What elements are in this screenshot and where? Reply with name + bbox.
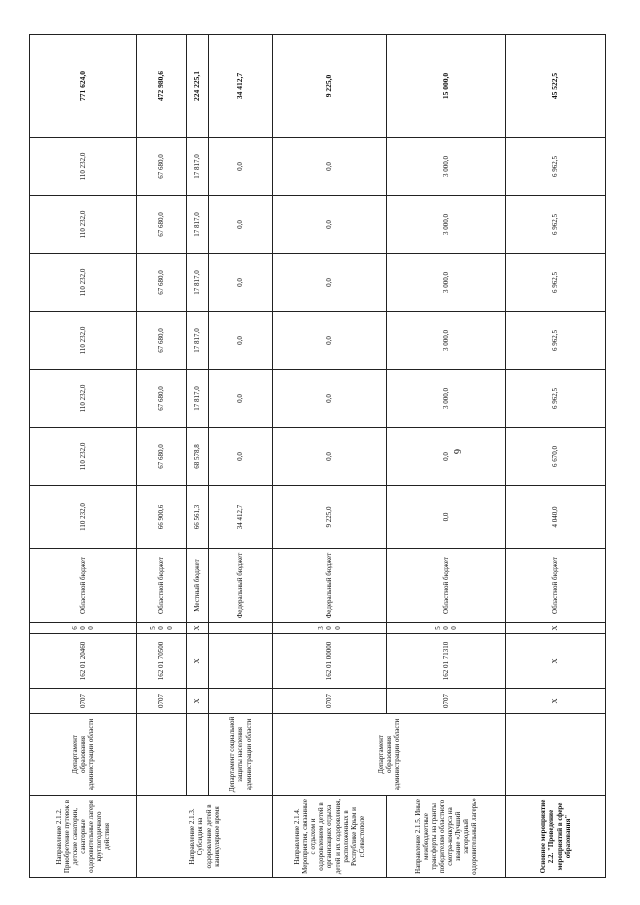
section-code-cell [209, 689, 273, 714]
value-cell: 0,0 [209, 254, 273, 312]
value-cell: 67 680,0 [137, 312, 187, 370]
value-cell: 67 680,0 [137, 196, 187, 254]
target-code-cell: 162 01 71310 [387, 634, 506, 689]
value-cell: 0,0 [209, 196, 273, 254]
value-cell: 0,0 [273, 312, 387, 370]
section-code-cell: Х [187, 689, 209, 714]
value-cell: 3 000,0 [387, 138, 506, 196]
value-cell: 67 680,0 [137, 138, 187, 196]
expense-type-cell: Х [187, 623, 209, 634]
value-cell: 17 817,0 [187, 312, 209, 370]
value-cell: 67 680,0 [137, 254, 187, 312]
executor-cell [137, 714, 187, 796]
rotated-page [29, 35, 605, 878]
value-cell: 110 232,0 [30, 428, 137, 486]
value-cell: 6 670,0 [506, 428, 606, 486]
executor-cell: Департамент образования администрации области [30, 714, 137, 796]
expense-type-cell: Х [506, 623, 606, 634]
value-cell: 110 232,0 [30, 196, 137, 254]
activity-name-cell: Основное мероприятие 2.2. "Проведение мероприятий в сфере образования" [506, 796, 606, 878]
value-cell: 0,0 [209, 138, 273, 196]
value-cell: 0,0 [209, 370, 273, 428]
value-cell: 0,0 [209, 428, 273, 486]
value-cell: 66 900,6 [137, 486, 187, 549]
budget-table [29, 34, 606, 878]
executor-cell: Департамент образования администрации области [273, 714, 506, 796]
value-cell: 6 962,5 [506, 196, 606, 254]
value-cell: 17 817,0 [187, 254, 209, 312]
table-row [30, 35, 137, 878]
target-code-cell: 162 01 20460 [30, 634, 137, 689]
value-cell: 110 232,0 [30, 486, 137, 549]
table-row [187, 35, 209, 878]
funding-source-cell: Областной бюджет [387, 549, 506, 623]
table-row [273, 35, 387, 878]
value-cell: 0,0 [387, 428, 506, 486]
value-cell: 0,0 [387, 486, 506, 549]
value-cell: 17 817,0 [187, 196, 209, 254]
expense-type-cell [209, 623, 273, 634]
executor-cell [187, 714, 209, 796]
value-cell: 67 680,0 [137, 370, 187, 428]
expense-type-cell: 600 [30, 623, 137, 634]
target-code-cell: Х [506, 634, 606, 689]
value-cell: 17 817,0 [187, 138, 209, 196]
target-code-cell: 162 01 00000 [273, 634, 387, 689]
value-cell: 110 232,0 [30, 138, 137, 196]
expense-type-cell: 500 [387, 623, 506, 634]
section-code-cell: 0707 [30, 689, 137, 714]
value-cell: 6 962,5 [506, 254, 606, 312]
activity-name-cell: Направление 2.1.5. Иные межбюджетные трансферты на гранты победителям областного смотра-конкурса на звание «Лучший загородный оздоровительный лагерь» [387, 796, 506, 878]
value-cell: 3 000,0 [387, 196, 506, 254]
activity-name-cell: Направление 2.1.4. Мероприятия, связанные с отдыхом и оздоровлением детей в организациях отдыха детей и их оздоровления, расположенных в Республике Крым и г.Севастополе [273, 796, 387, 878]
target-code-cell [209, 634, 273, 689]
value-cell: 6 962,5 [506, 138, 606, 196]
total-cell: 9 225,0 [273, 35, 387, 138]
funding-source-cell: Федеральный бюджет [273, 549, 387, 623]
value-cell: 34 412,7 [209, 486, 273, 549]
value-cell: 17 817,0 [187, 370, 209, 428]
value-cell: 3 000,0 [387, 254, 506, 312]
total-cell: 34 412,7 [209, 35, 273, 138]
total-cell: 771 624,0 [30, 35, 137, 138]
value-cell: 0,0 [209, 312, 273, 370]
value-cell: 0,0 [273, 254, 387, 312]
expense-type-cell: 300 [273, 623, 387, 634]
value-cell: 110 232,0 [30, 370, 137, 428]
page-number: 6 [451, 449, 462, 454]
expense-type-cell: 500 [137, 623, 187, 634]
section-code-cell: 0707 [273, 689, 387, 714]
funding-source-cell: Федеральный бюджет [209, 549, 273, 623]
value-cell: 67 680,0 [137, 428, 187, 486]
total-cell: 15 000,0 [387, 35, 506, 138]
value-cell: 68 578,8 [187, 428, 209, 486]
executor-cell [506, 714, 606, 796]
value-cell: 0,0 [273, 370, 387, 428]
value-cell: 6 962,5 [506, 312, 606, 370]
value-cell: 4 040,0 [506, 486, 606, 549]
value-cell: 0,0 [273, 138, 387, 196]
target-code-cell: 162 01 70500 [137, 634, 187, 689]
section-code-cell: 0707 [137, 689, 187, 714]
total-cell: 472 980,6 [137, 35, 187, 138]
table-row [137, 35, 187, 878]
funding-source-cell: Областной бюджет [30, 549, 137, 623]
value-cell: 0,0 [273, 428, 387, 486]
table-row [506, 35, 606, 878]
value-cell: 66 561,3 [187, 486, 209, 549]
executor-cell: Департамент социальной защиты населения администрации области [209, 714, 273, 796]
value-cell: 3 000,0 [387, 370, 506, 428]
value-cell: 3 000,0 [387, 312, 506, 370]
value-cell: 110 232,0 [30, 312, 137, 370]
total-cell: 45 522,5 [506, 35, 606, 138]
funding-source-cell: Областной бюджет [137, 549, 187, 623]
table-row [209, 35, 273, 878]
value-cell: 9 225,0 [273, 486, 387, 549]
total-cell: 224 225,1 [187, 35, 209, 138]
funding-source-cell: Местный бюджет [187, 549, 209, 623]
value-cell: 0,0 [273, 196, 387, 254]
section-code-cell: Х [506, 689, 606, 714]
funding-source-cell: Областной бюджет [506, 549, 606, 623]
section-code-cell: 0707 [387, 689, 506, 714]
activity-name-cell: Направление 2.1.3. Субсидия на оздоровление детей в каникулярное время [137, 796, 273, 878]
value-cell: 6 962,5 [506, 370, 606, 428]
value-cell: 110 232,0 [30, 254, 137, 312]
target-code-cell: Х [187, 634, 209, 689]
activity-name-cell: Направление 2.1.2. Приобретение путевок в детские санатории, санаторные оздоровительные лагеря круглогодичного действия [30, 796, 137, 878]
